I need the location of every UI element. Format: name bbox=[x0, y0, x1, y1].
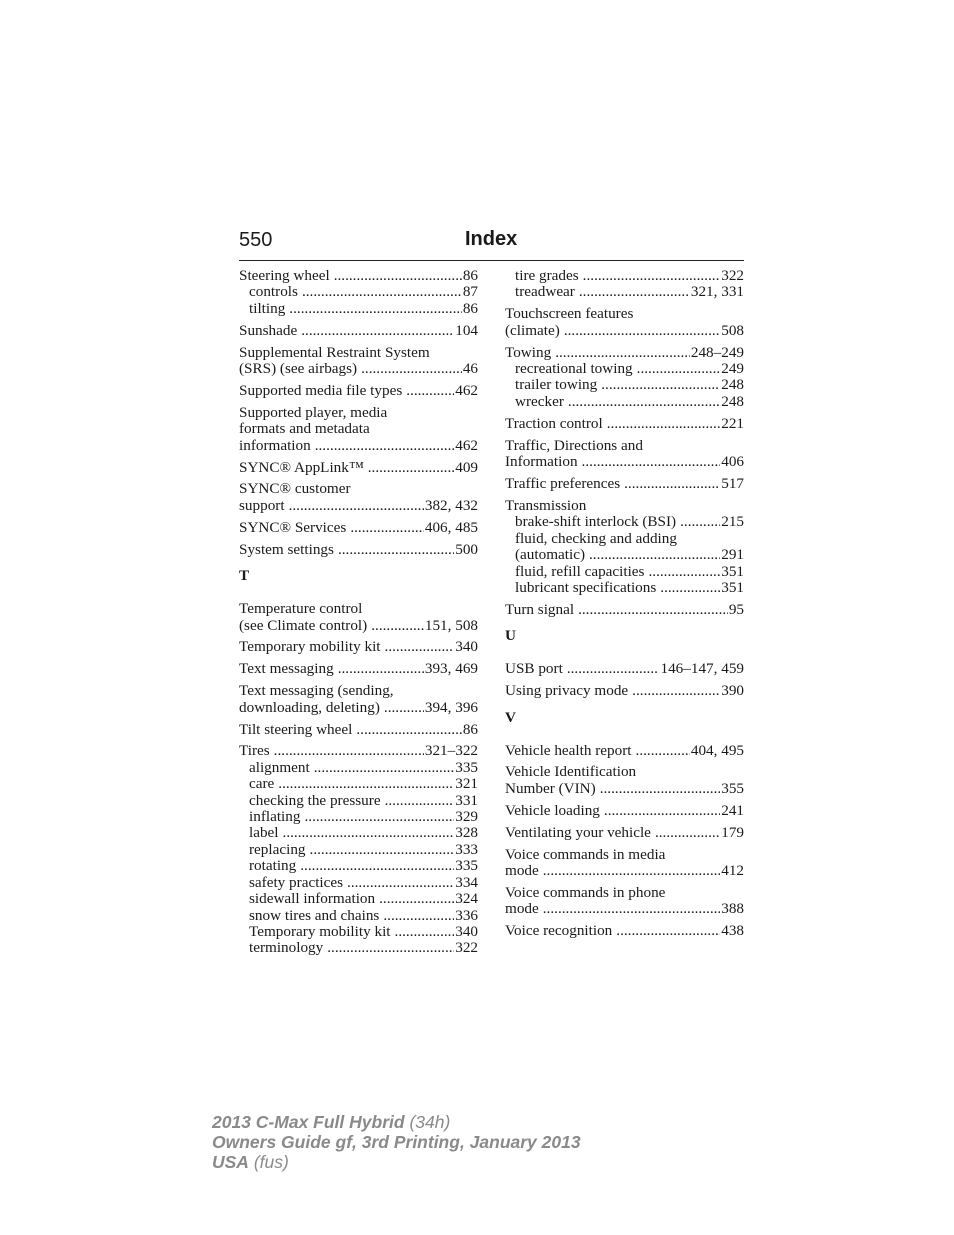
page-reference: 355 bbox=[721, 780, 744, 797]
dot-leader bbox=[302, 284, 462, 300]
index-entry-line bbox=[505, 901, 744, 917]
dot-leader bbox=[601, 377, 720, 393]
index-term: Vehicle health report bbox=[505, 742, 632, 759]
page-reference: 241 bbox=[721, 802, 744, 819]
page-reference: 248–249 bbox=[690, 344, 744, 361]
index-term: (see Climate control) bbox=[239, 617, 368, 634]
index-term: Text messaging bbox=[239, 661, 334, 678]
dot-leader bbox=[314, 760, 454, 776]
index-entry-line bbox=[505, 498, 744, 514]
index-entry bbox=[239, 520, 478, 536]
index-entry-line bbox=[239, 460, 478, 476]
dot-leader bbox=[347, 875, 454, 891]
footer-model: 2013 C-Max Full Hybrid bbox=[212, 1112, 405, 1132]
page-reference: 412 bbox=[721, 862, 744, 879]
footer-edition: Owners Guide gf, 3rd Printing, January 2013 bbox=[212, 1132, 581, 1152]
page-reference: 438 bbox=[721, 923, 744, 940]
index-term: Sunshade bbox=[239, 322, 298, 339]
index-term: USB port bbox=[505, 661, 563, 678]
page-reference: 329 bbox=[455, 809, 478, 826]
index-subentry-line bbox=[505, 580, 744, 596]
index-entry-line bbox=[239, 661, 478, 677]
page-reference: 351 bbox=[721, 563, 744, 580]
dot-leader bbox=[283, 825, 455, 841]
page-reference: 146–147, 459 bbox=[660, 661, 744, 678]
index-entry bbox=[239, 683, 478, 716]
dot-leader bbox=[304, 809, 454, 825]
dot-leader bbox=[583, 268, 721, 284]
index-entry-line bbox=[505, 416, 744, 432]
index-term: care bbox=[249, 776, 275, 793]
page-header bbox=[239, 228, 744, 261]
index-term: trailer towing bbox=[515, 377, 598, 394]
dot-leader bbox=[395, 924, 455, 940]
page-footer bbox=[212, 1112, 581, 1172]
index-entry-line bbox=[239, 683, 478, 699]
footer-line-3 bbox=[212, 1152, 581, 1172]
index-entry-line bbox=[505, 683, 744, 699]
page-reference: 340 bbox=[455, 923, 478, 940]
index-entry bbox=[505, 416, 744, 432]
page-reference: 406, 485 bbox=[424, 519, 478, 536]
index-entry-line bbox=[505, 803, 744, 819]
index-entry-line bbox=[505, 923, 744, 939]
index-entry bbox=[239, 323, 478, 339]
index-term: mode bbox=[505, 862, 539, 879]
index-subentry-line bbox=[239, 891, 478, 907]
index-entry-line bbox=[239, 520, 478, 536]
dot-leader bbox=[655, 825, 720, 841]
page-reference: 336 bbox=[455, 907, 478, 924]
index-term: Temperature control bbox=[239, 601, 363, 618]
index-entry-line bbox=[239, 345, 478, 361]
page-reference: 393, 469 bbox=[424, 661, 478, 678]
index-entry-line bbox=[505, 345, 744, 361]
section-letter-v: V bbox=[505, 708, 516, 726]
page-reference: 86 bbox=[462, 721, 478, 738]
index-term: (climate) bbox=[505, 322, 560, 339]
index-subentry-line bbox=[239, 301, 478, 317]
index-entry bbox=[239, 639, 478, 655]
index-term: Text messaging (sending, bbox=[239, 683, 394, 700]
index-subentry-line bbox=[505, 547, 744, 563]
section-letter-u: U bbox=[505, 627, 516, 645]
index-term: Information bbox=[505, 454, 578, 471]
page-reference: 508 bbox=[721, 322, 744, 339]
index-entry bbox=[239, 722, 478, 738]
index-entry-line bbox=[505, 781, 744, 797]
index-subentry-line bbox=[239, 825, 478, 841]
index-term: wrecker bbox=[515, 393, 564, 410]
index-term: Supported media file types bbox=[239, 382, 403, 399]
index-subentry-line bbox=[505, 284, 744, 300]
index-entry-line bbox=[505, 306, 744, 322]
page-reference: 104 bbox=[455, 322, 478, 339]
dot-leader bbox=[338, 542, 454, 558]
index-term: information bbox=[239, 437, 311, 454]
dot-leader bbox=[384, 700, 424, 716]
index-entry bbox=[505, 683, 744, 699]
index-entry-line bbox=[505, 476, 744, 492]
page-reference: 340 bbox=[455, 639, 478, 656]
page-reference: 179 bbox=[721, 824, 744, 841]
dot-leader bbox=[315, 438, 455, 454]
index-entry-line bbox=[239, 722, 478, 738]
dot-leader bbox=[600, 781, 721, 797]
index-term: Steering wheel bbox=[239, 268, 330, 284]
index-subentry-line bbox=[505, 268, 744, 284]
index-entry-line bbox=[505, 863, 744, 879]
index-subentry-line bbox=[239, 924, 478, 940]
index-term: SYNC® AppLink™ bbox=[239, 459, 364, 476]
index-term: fluid, checking and adding bbox=[515, 530, 677, 547]
index-term: label bbox=[249, 825, 279, 842]
index-entry-line bbox=[505, 825, 744, 841]
dot-leader bbox=[278, 776, 454, 792]
index-term: Traction control bbox=[505, 415, 603, 432]
index-term: Supported player, media bbox=[239, 404, 388, 421]
index-entry-line bbox=[239, 542, 478, 558]
index-term: brake-shift interlock (BSI) bbox=[515, 514, 677, 531]
index-term: Transmission bbox=[505, 497, 587, 514]
index-term: controls bbox=[249, 284, 298, 301]
index-term: Voice recognition bbox=[505, 923, 613, 940]
index-term: Supplemental Restraint System bbox=[239, 344, 430, 361]
index-subentry-line bbox=[505, 531, 744, 547]
index-term: (automatic) bbox=[515, 547, 585, 564]
page-reference: 248 bbox=[721, 377, 744, 394]
page-reference: 151, 508 bbox=[424, 617, 478, 634]
dot-leader bbox=[567, 661, 660, 677]
dot-leader bbox=[383, 908, 454, 924]
dot-leader bbox=[589, 547, 720, 563]
dot-leader bbox=[578, 602, 728, 618]
index-term: terminology bbox=[249, 940, 324, 957]
index-entry bbox=[505, 825, 744, 841]
index-entry bbox=[505, 602, 744, 618]
index-entry-line bbox=[239, 498, 478, 514]
index-term: tire grades bbox=[515, 268, 579, 284]
index-subentry-line bbox=[239, 793, 478, 809]
dot-leader bbox=[289, 301, 462, 317]
index-entry bbox=[239, 345, 478, 378]
index-subentry-line bbox=[239, 809, 478, 825]
index-entry bbox=[239, 542, 478, 558]
page-reference: 500 bbox=[455, 541, 478, 558]
page-reference: 215 bbox=[721, 514, 744, 531]
index-term: Number (VIN) bbox=[505, 780, 596, 797]
dot-leader bbox=[338, 661, 424, 677]
index-term: downloading, deleting) bbox=[239, 699, 380, 716]
index-subentry-line bbox=[239, 940, 478, 956]
index-entry-line bbox=[505, 885, 744, 901]
index-term: alignment bbox=[249, 759, 310, 776]
index-entry-line bbox=[505, 661, 744, 677]
dot-leader bbox=[371, 618, 424, 634]
index-term: checking the pressure bbox=[249, 792, 381, 809]
dot-leader bbox=[555, 345, 690, 361]
dot-leader bbox=[543, 863, 720, 879]
index-term: Ventilating your vehicle bbox=[505, 824, 651, 841]
index-term: Vehicle loading bbox=[505, 802, 600, 819]
index-term: Tires bbox=[239, 743, 270, 760]
dot-leader bbox=[582, 454, 721, 470]
page-reference: 248 bbox=[721, 393, 744, 410]
dot-leader bbox=[368, 460, 454, 476]
page-reference: 394, 396 bbox=[424, 699, 478, 716]
index-entry bbox=[505, 476, 744, 492]
index-entry-line bbox=[239, 361, 478, 377]
dot-leader bbox=[564, 323, 720, 339]
page-number: 550 bbox=[239, 229, 273, 251]
index-entry bbox=[505, 764, 744, 797]
page-reference: 291 bbox=[721, 547, 744, 564]
index-term: Voice commands in media bbox=[505, 846, 666, 863]
page-reference: 335 bbox=[455, 759, 478, 776]
index-entry bbox=[239, 743, 478, 956]
index-column-right bbox=[505, 268, 744, 945]
page-reference: 86 bbox=[462, 300, 478, 317]
dot-leader bbox=[648, 564, 720, 580]
dot-leader bbox=[385, 793, 455, 809]
page-reference: 324 bbox=[455, 891, 478, 908]
index-term: Tilt steering wheel bbox=[239, 721, 353, 738]
index-term: sidewall information bbox=[249, 891, 376, 908]
index-entry bbox=[239, 481, 478, 514]
index-term: Traffic preferences bbox=[505, 475, 621, 492]
index-entry-line bbox=[239, 601, 478, 617]
page-reference: 382, 432 bbox=[424, 497, 478, 514]
index-term: snow tires and chains bbox=[249, 907, 380, 924]
index-term: recreational towing bbox=[515, 361, 633, 378]
page-reference: 335 bbox=[455, 858, 478, 875]
page-reference: 409 bbox=[455, 459, 478, 476]
page-reference: 321–322 bbox=[424, 743, 478, 760]
dot-leader bbox=[636, 743, 690, 759]
page-reference: 517 bbox=[721, 475, 744, 492]
index-entry bbox=[239, 601, 478, 634]
dot-leader bbox=[406, 383, 454, 399]
index-entry-line bbox=[239, 405, 478, 421]
index-subentry-line bbox=[505, 361, 744, 377]
index-term: Using privacy mode bbox=[505, 683, 629, 700]
dot-leader bbox=[660, 580, 720, 596]
page-reference: 321 bbox=[455, 776, 478, 793]
page-reference: 95 bbox=[728, 601, 744, 618]
dot-leader bbox=[301, 323, 454, 339]
index-column-left bbox=[239, 268, 478, 962]
index-entry bbox=[239, 405, 478, 454]
dot-leader bbox=[579, 284, 690, 300]
page-reference: 388 bbox=[721, 901, 744, 918]
index-term: safety practices bbox=[249, 874, 344, 891]
dot-leader bbox=[350, 520, 424, 536]
index-term: (SRS) (see airbags) bbox=[239, 361, 358, 378]
page-reference: 249 bbox=[721, 361, 744, 378]
page-reference: 328 bbox=[455, 825, 478, 842]
index-term: Touchscreen features bbox=[505, 306, 634, 323]
index-term: support bbox=[239, 497, 285, 514]
footer-model-code: (34h) bbox=[409, 1112, 451, 1132]
dot-leader bbox=[543, 901, 720, 917]
index-entry-line bbox=[239, 618, 478, 634]
page-reference: 321, 331 bbox=[690, 284, 744, 301]
index-term: Turn signal bbox=[505, 601, 575, 618]
index-term: SYNC® customer bbox=[239, 481, 351, 498]
index-term: fluid, refill capacities bbox=[515, 563, 645, 580]
index-entry bbox=[505, 345, 744, 411]
index-entry-line bbox=[239, 268, 478, 284]
page-reference: 46 bbox=[462, 361, 478, 378]
index-entry bbox=[505, 268, 744, 301]
index-term: formats and metadata bbox=[239, 421, 370, 438]
index-entry-line bbox=[505, 323, 744, 339]
dot-leader bbox=[568, 394, 720, 410]
index-subentry-line bbox=[505, 377, 744, 393]
index-term: Traffic, Directions and bbox=[505, 437, 643, 454]
index-subentry-line bbox=[239, 908, 478, 924]
dot-leader bbox=[637, 361, 721, 377]
footer-market-code: (fus) bbox=[253, 1152, 289, 1172]
index-subentry-line bbox=[239, 760, 478, 776]
dot-leader bbox=[310, 842, 455, 858]
page-reference: 390 bbox=[721, 683, 744, 700]
dot-leader bbox=[361, 361, 462, 377]
footer-market: USA bbox=[212, 1152, 249, 1172]
index-entry bbox=[239, 661, 478, 677]
dot-leader bbox=[356, 722, 461, 738]
page-reference: 334 bbox=[455, 874, 478, 891]
page-reference: 221 bbox=[721, 415, 744, 432]
index-term: Vehicle Identification bbox=[505, 764, 637, 781]
index-term: lubricant specifications bbox=[515, 579, 657, 596]
dot-leader bbox=[604, 803, 720, 819]
index-entry-line bbox=[239, 421, 478, 437]
index-term: tilting bbox=[249, 300, 286, 317]
page-reference: 406 bbox=[721, 454, 744, 471]
dot-leader bbox=[385, 639, 455, 655]
dot-leader bbox=[624, 476, 720, 492]
index-entry-line bbox=[505, 454, 744, 470]
index-entry-line bbox=[505, 438, 744, 454]
page-reference: 322 bbox=[721, 268, 744, 284]
page-reference: 86 bbox=[462, 268, 478, 284]
dot-leader bbox=[632, 683, 720, 699]
index-entry-line bbox=[505, 743, 744, 759]
index-entry bbox=[239, 383, 478, 399]
page-reference: 351 bbox=[721, 579, 744, 596]
index-term: Temporary mobility kit bbox=[249, 923, 391, 940]
index-term: Towing bbox=[505, 344, 552, 361]
page-reference: 462 bbox=[455, 437, 478, 454]
index-entry-line bbox=[239, 743, 478, 759]
index-entry-line bbox=[239, 438, 478, 454]
index-term: Voice commands in phone bbox=[505, 884, 666, 901]
index-entry bbox=[505, 438, 744, 471]
index-term: Temporary mobility kit bbox=[239, 639, 381, 656]
index-entry-line bbox=[239, 383, 478, 399]
index-entry bbox=[505, 885, 744, 918]
index-subentry-line bbox=[239, 776, 478, 792]
index-term: System settings bbox=[239, 541, 334, 558]
section-letter-t: T bbox=[239, 567, 250, 585]
index-entry-line bbox=[239, 639, 478, 655]
index-entry-line bbox=[239, 323, 478, 339]
index-entry bbox=[505, 803, 744, 819]
index-subentry-line bbox=[239, 875, 478, 891]
page-reference: 322 bbox=[455, 940, 478, 957]
dot-leader bbox=[334, 268, 462, 284]
index-entry bbox=[505, 306, 744, 339]
page-reference: 87 bbox=[462, 284, 478, 301]
dot-leader bbox=[379, 891, 454, 907]
index-entry-line bbox=[239, 700, 478, 716]
index-entry-line bbox=[505, 847, 744, 863]
index-entry bbox=[505, 743, 744, 759]
index-entry bbox=[505, 498, 744, 596]
index-term: rotating bbox=[249, 858, 297, 875]
index-term: treadwear bbox=[515, 284, 575, 301]
dot-leader bbox=[300, 858, 454, 874]
index-entry bbox=[505, 661, 744, 677]
dot-leader bbox=[616, 923, 720, 939]
index-subentry-line bbox=[239, 858, 478, 874]
page-reference: 404, 495 bbox=[690, 742, 744, 759]
page-reference: 462 bbox=[455, 382, 478, 399]
dot-leader bbox=[274, 743, 424, 759]
index-entry-line bbox=[239, 481, 478, 497]
dot-leader bbox=[327, 940, 454, 956]
index-subentry-line bbox=[239, 284, 478, 300]
index-subentry-line bbox=[505, 514, 744, 530]
page-reference: 333 bbox=[455, 841, 478, 858]
page-title: Index bbox=[465, 228, 518, 250]
index-entry bbox=[505, 847, 744, 880]
index-entry bbox=[239, 460, 478, 476]
index-term: mode bbox=[505, 901, 539, 918]
index-term: replacing bbox=[249, 841, 306, 858]
dot-leader bbox=[607, 416, 720, 432]
dot-leader bbox=[680, 514, 720, 530]
index-subentry-line bbox=[505, 564, 744, 580]
index-subentry-line bbox=[239, 842, 478, 858]
dot-leader bbox=[289, 498, 424, 514]
index-entry-line bbox=[505, 602, 744, 618]
index-entry bbox=[505, 923, 744, 939]
index-term: SYNC® Services bbox=[239, 519, 347, 536]
index-term: inflating bbox=[249, 809, 301, 826]
index-entry-line bbox=[505, 764, 744, 780]
page-reference: 331 bbox=[455, 792, 478, 809]
footer-line-2 bbox=[212, 1132, 581, 1152]
index-subentry-line bbox=[505, 394, 744, 410]
footer-line-1 bbox=[212, 1112, 581, 1132]
index-entry bbox=[239, 268, 478, 317]
